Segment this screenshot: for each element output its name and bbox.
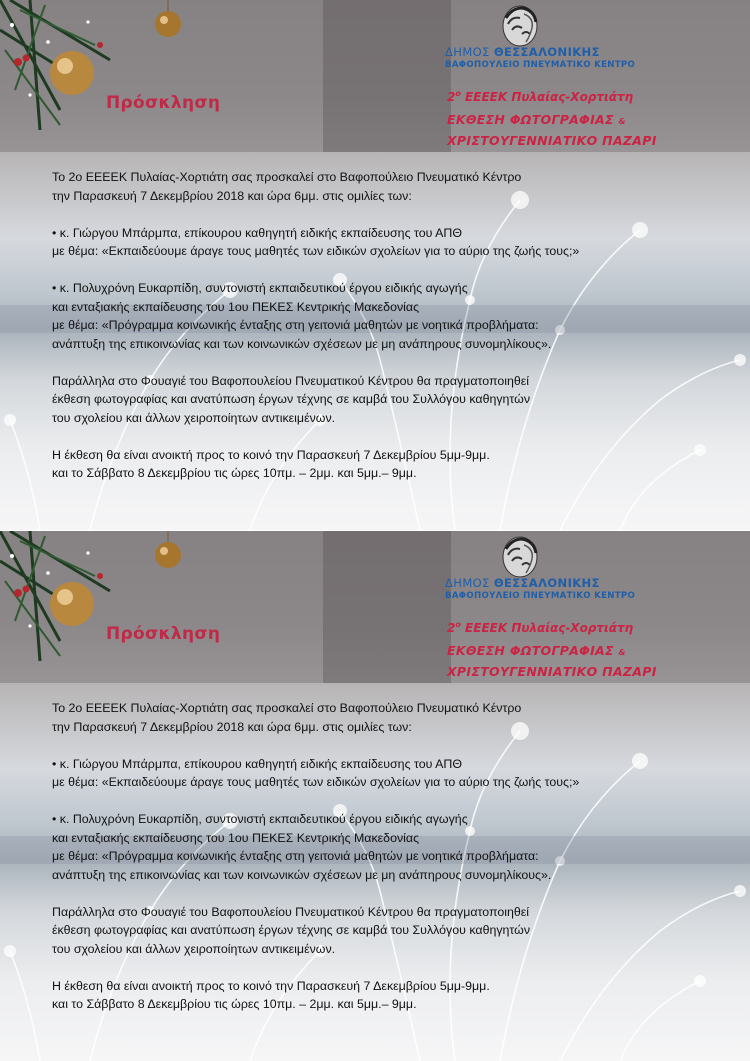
exhibition-line2: ΧΡΙΣΤΟΥΓΕΝΝΙΑΤΙΚΟ ΠΑΖΑΡΙ	[447, 133, 657, 148]
body-text-line: με θέμα: «Πρόγραμμα κοινωνικής ένταξης στη γειτονιά μαθητών με νοητικά προβλήματα:	[52, 318, 539, 332]
body-text-line: και το Σάββατο 8 Δεκεμβρίου τις ώρες 10πμ. – 2μμ. και 5μμ.– 9μμ.	[52, 466, 417, 480]
paragraph-gap	[52, 884, 732, 903]
body-text-line: • κ. Γιώργου Μπάρμπα, επίκουρου καθηγητή ειδικής εκπαίδευσης του ΑΠΘ	[52, 225, 462, 240]
paragraph-gap	[52, 205, 732, 224]
paragraph-gap	[52, 427, 732, 446]
body-text-line: και ενταξιακής εκπαίδευσης του 1ου ΠΕΚΕΣ Κεντρικής Μακεδονίας	[52, 830, 420, 845]
paragraph-gap	[52, 792, 732, 811]
body-text-line: Το 2ο ΕΕΕΕΚ Πυλαίας-Χορτιάτη σας προσκαλεί στο Βαφοπούλειο Πνευματικό Κέντρο	[52, 170, 522, 184]
exhibition-line1: ΕΚΘΕΣΗ ΦΩΤΟΓΡΑΦΙΑΣ	[447, 112, 614, 127]
exhibition-line2: ΧΡΙΣΤΟΥΓΕΝΝΙΑΤΙΚΟ ΠΑΖΑΡΙ	[447, 664, 657, 679]
christmas-ornaments-icon	[0, 0, 200, 140]
body-text-line: και ενταξιακής εκπαίδευσης του 1ου ΠΕΚΕΣ Κεντρικής Μακεδονίας	[52, 299, 420, 314]
exhibition-amp: &	[618, 117, 626, 126]
body-text-line: Παράλληλα στο Φουαγιέ του Βαφοπουλείου Πνευματικού Κέντρου θα πραγματοποιηθεί	[52, 904, 530, 919]
paragraph-gap	[52, 353, 732, 372]
exhibition-line1: ΕΚΘΕΣΗ ΦΩΤΟΓΡΑΦΙΑΣ	[447, 643, 614, 658]
exhibition-title	[447, 110, 657, 150]
paragraph-gap	[52, 261, 732, 280]
school-number: 2	[447, 90, 456, 104]
municipality-name	[445, 576, 600, 590]
paragraph-gap	[52, 958, 732, 977]
alexander-head-logo-icon	[500, 535, 540, 579]
invitation-title: Πρόσκληση	[106, 93, 221, 113]
body-text-line: • κ. Πολυχρόνη Ευκαρπίδη, συντονιστή εκπαιδευτικού έργου ειδικής αγωγής	[52, 812, 468, 826]
school-ordinal: ο	[455, 620, 461, 629]
body-text-line: • κ. Πολυχρόνη Ευκαρπίδη, συντονιστή εκπαιδευτικού έργου ειδικής αγωγής	[52, 281, 468, 295]
cultural-center-name: ΒΑΦΟΠΟΥΛΕΙΟ ΠΝΕΥΜΑΤΙΚΟ ΚΕΝΤΡΟ	[445, 591, 636, 601]
body-text-line: με θέμα: «Εκπαιδεύουμε άραγε τους μαθητές των ειδικών σχολείων για το αύριο της ζωής τους;»	[52, 244, 580, 258]
cultural-center-name: ΒΑΦΟΠΟΥΛΕΙΟ ΠΝΕΥΜΑΤΙΚΟ ΚΕΝΤΡΟ	[445, 60, 636, 70]
body-text-line: Παράλληλα στο Φουαγιέ του Βαφοπουλείου Πνευματικού Κέντρου θα πραγματοποιηθεί	[52, 373, 530, 388]
paragraph-gap	[52, 736, 732, 755]
body-text-line: με θέμα: «Εκπαιδεύουμε άραγε τους μαθητές των ειδικών σχολείων για το αύριο της ζωής τους;»	[52, 775, 580, 789]
municipality-city: ΘΕΣΣΑΛΟΝΙΚΗΣ	[493, 45, 600, 59]
municipality-prefix: ΔΗΜΟΣ	[445, 45, 490, 59]
christmas-ornaments-icon	[0, 531, 200, 671]
body-text-line: και το Σάββατο 8 Δεκεμβρίου τις ώρες 10πμ. – 2μμ. και 5μμ.– 9μμ.	[52, 997, 417, 1011]
school-label: ΕΕΕΕΚ Πυλαίας-Χορτιάτη	[465, 90, 634, 104]
municipality-name	[445, 45, 600, 59]
school-label: ΕΕΕΕΚ Πυλαίας-Χορτιάτη	[465, 621, 634, 635]
school-ordinal: ο	[455, 89, 461, 98]
body-text-line: έκθεση φωτογραφίας και ανατύπωση έργων τέχνης σε καμβά του Συλλόγου καθηγητών	[52, 392, 531, 406]
municipality-city: ΘΕΣΣΑΛΟΝΙΚΗΣ	[493, 576, 600, 590]
school-number: 2	[447, 621, 456, 635]
school-name	[447, 89, 633, 104]
municipality-prefix: ΔΗΜΟΣ	[445, 576, 490, 590]
header-center-band	[323, 0, 451, 152]
body-text-line: Η έκθεση θα είναι ανοικτή προς το κοινό την Παρασκευή 7 Δεκεμβρίου 5μμ-9μμ.	[52, 978, 490, 993]
invitation-card	[0, 0, 750, 530]
alexander-head-logo-icon	[500, 4, 540, 48]
body-text-line: ανάπτυξη της επικοινωνίας και των κοινωνικών σχέσεων με μη ανάπηρους συνομηλίκους».	[52, 867, 552, 882]
body-text-line: την Παρασκευή 7 Δεκεμβρίου 2018 και ώρα 6μμ. στις ομιλίες των:	[52, 188, 412, 203]
header-center-band	[323, 531, 451, 683]
body-text-line: του σχολείου και άλλων χειροποίητων αντικειμένων.	[52, 941, 336, 956]
body-text-line: Το 2ο ΕΕΕΕΚ Πυλαίας-Χορτιάτη σας προσκαλεί στο Βαφοπούλειο Πνευματικό Κέντρο	[52, 701, 522, 715]
invitation-body	[52, 168, 732, 483]
exhibition-title	[447, 641, 657, 681]
body-text-line: την Παρασκευή 7 Δεκεμβρίου 2018 και ώρα 6μμ. στις ομιλίες των:	[52, 719, 412, 734]
invitation-body	[52, 699, 732, 1014]
body-text-line: του σχολείου και άλλων χειροποίητων αντικειμένων.	[52, 410, 336, 425]
body-text-line: • κ. Γιώργου Μπάρμπα, επίκουρου καθηγητή ειδικής εκπαίδευσης του ΑΠΘ	[52, 756, 462, 771]
body-text-line: Η έκθεση θα είναι ανοικτή προς το κοινό την Παρασκευή 7 Δεκεμβρίου 5μμ-9μμ.	[52, 447, 490, 462]
invitation-card	[0, 531, 750, 1061]
school-name	[447, 620, 633, 635]
body-text-line: ανάπτυξη της επικοινωνίας και των κοινωνικών σχέσεων με μη ανάπηρους συνομηλίκους».	[52, 336, 552, 351]
body-text-line: με θέμα: «Πρόγραμμα κοινωνικής ένταξης στη γειτονιά μαθητών με νοητικά προβλήματα:	[52, 849, 539, 863]
invitation-title: Πρόσκληση	[106, 624, 221, 644]
exhibition-amp: &	[618, 648, 626, 657]
body-text-line: έκθεση φωτογραφίας και ανατύπωση έργων τέχνης σε καμβά του Συλλόγου καθηγητών	[52, 923, 531, 937]
